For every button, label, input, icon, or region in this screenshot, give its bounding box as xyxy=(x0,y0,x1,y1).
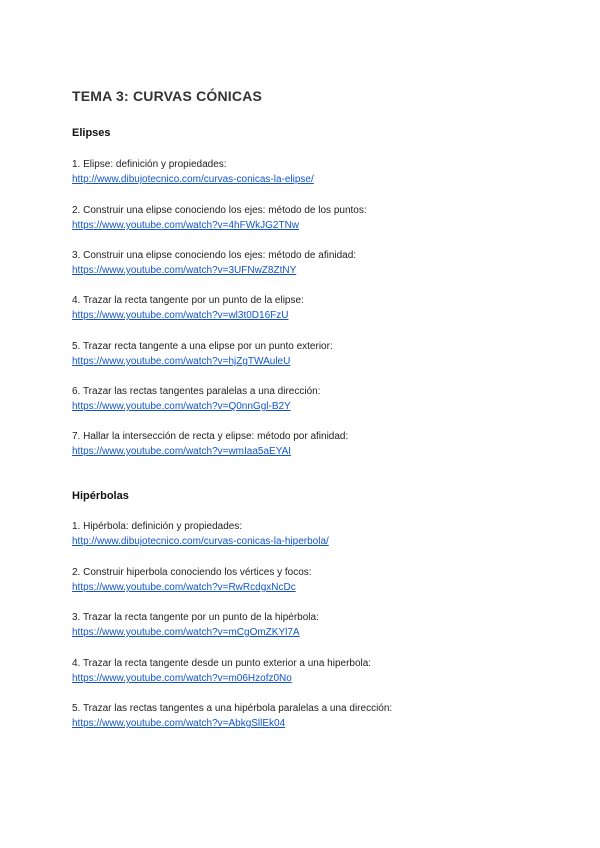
item-text: 6. Trazar las rectas tangentes paralelas a una dirección: xyxy=(72,386,321,397)
item-link[interactable]: https://www.youtube.com/watch?v=mCgOmZKYl7A xyxy=(72,627,300,638)
item-link[interactable]: https://www.youtube.com/watch?v=3UFNwZ8ZtNY xyxy=(72,265,297,276)
list-item xyxy=(72,656,532,686)
item-text: 1. Hipérbola: definición y propiedades: xyxy=(72,521,243,532)
page-title: TEMA 3: CURVAS CÓNICAS xyxy=(72,88,263,104)
item-text: 5. Trazar recta tangente a una elipse por un punto exterior: xyxy=(72,341,333,352)
item-link[interactable]: https://www.youtube.com/watch?v=4hFWkJG2TNw xyxy=(72,220,300,231)
item-text: 5. Trazar las rectas tangentes a una hipérbola paralelas a una dirección: xyxy=(72,703,393,714)
item-text: 2. Construir hiperbola conociendo los vértices y focos: xyxy=(72,567,312,578)
item-link[interactable]: https://www.youtube.com/watch?v=wl3t0D16FzU xyxy=(72,310,289,321)
list-item xyxy=(72,157,532,187)
item-link[interactable]: https://www.youtube.com/watch?v=AbkgSllEk04 xyxy=(72,718,286,729)
list-item xyxy=(72,565,532,595)
list-item xyxy=(72,701,532,731)
list-item xyxy=(72,429,532,459)
item-text: 4. Trazar la recta tangente por un punto de la elipse: xyxy=(72,295,304,306)
item-text: 4. Trazar la recta tangente desde un punto exterior a una hiperbola: xyxy=(72,658,372,669)
item-link[interactable]: http://www.dibujotecnico.com/curvas-conicas-la-elipse/ xyxy=(72,174,314,185)
item-link[interactable]: https://www.youtube.com/watch?v=m06Hzofz0No xyxy=(72,673,292,684)
item-text: 2. Construir una elipse conociendo los ejes: método de los puntos: xyxy=(72,205,367,216)
item-text: 3. Trazar la recta tangente por un punto de la hipérbola: xyxy=(72,612,319,623)
item-text: 7. Hallar la intersección de recta y elipse: método por afinidad: xyxy=(72,431,349,442)
section-heading-hiperbolas: Hipérbolas xyxy=(72,490,129,502)
list-item xyxy=(72,248,532,278)
list-item xyxy=(72,293,532,323)
section-heading-elipses: Elipses xyxy=(72,127,111,139)
list-item xyxy=(72,519,532,549)
item-link[interactable]: http://www.dibujotecnico.com/curvas-conicas-la-hiperbola/ xyxy=(72,536,329,547)
item-link[interactable]: https://www.youtube.com/watch?v=Q0nnGgl-B2Y xyxy=(72,401,291,412)
item-text: 1. Elipse: definición y propiedades: xyxy=(72,159,227,170)
list-item xyxy=(72,203,532,233)
item-link[interactable]: https://www.youtube.com/watch?v=wmIaa5aEYAI xyxy=(72,446,292,457)
item-link[interactable]: https://www.youtube.com/watch?v=hjZgTWAuleU xyxy=(72,356,291,367)
item-text: 3. Construir una elipse conociendo los ejes: método de afinidad: xyxy=(72,250,357,261)
list-item xyxy=(72,384,532,414)
list-item xyxy=(72,339,532,369)
item-link[interactable]: https://www.youtube.com/watch?v=RwRcdgxNcDc xyxy=(72,582,296,593)
list-item xyxy=(72,610,532,640)
